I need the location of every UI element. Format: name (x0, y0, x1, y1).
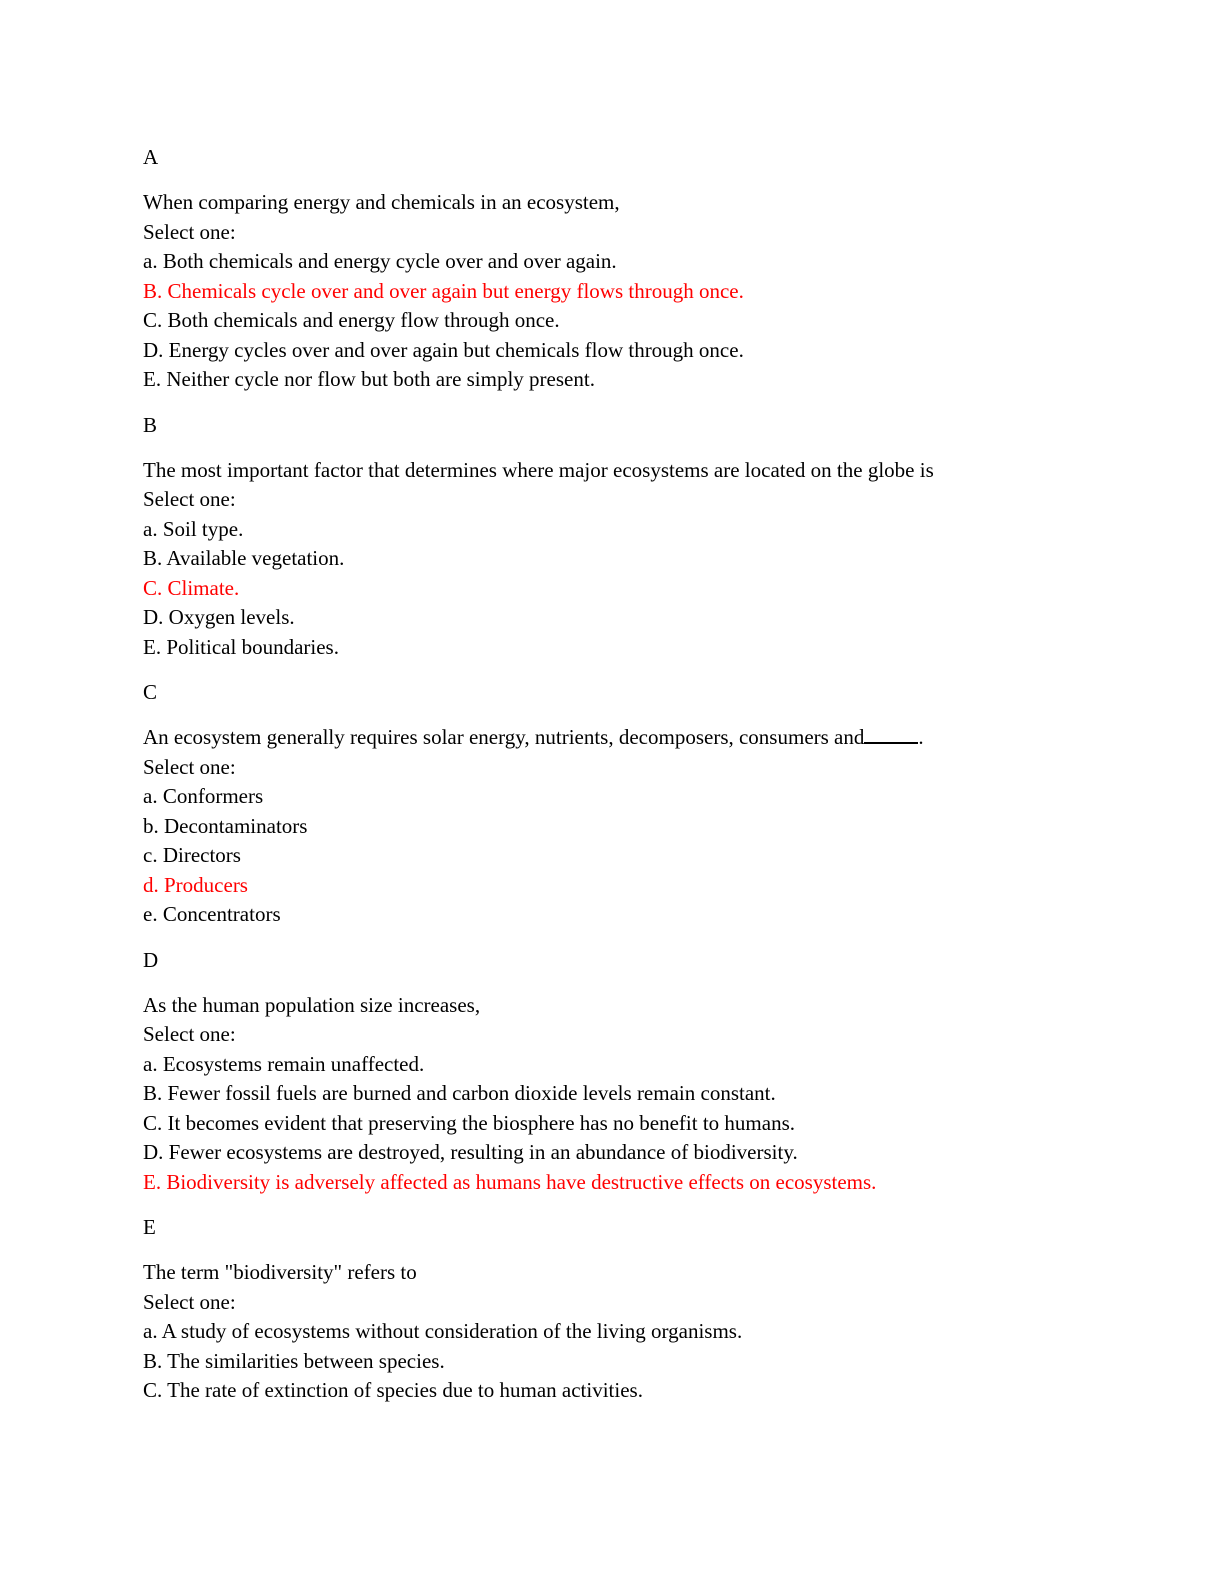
answer-option: a. Both chemicals and energy cycle over and over again. (143, 249, 617, 273)
correct-answer-option: d. Producers (143, 872, 248, 897)
section-letter: C (143, 680, 158, 704)
answer-option: D. Fewer ecosystems are destroyed, resulting in an abundance of biodiversity. (143, 1140, 798, 1164)
section-letter: B (143, 412, 158, 437)
question-text: An ecosystem generally requires solar energy, nutrients, decomposers, consumers and (143, 725, 865, 749)
select-prompt: Select one: (143, 487, 236, 511)
question-text: As the human population size increases, (143, 992, 481, 1017)
answer-option: a. Ecosystems remain unaffected. (143, 1051, 425, 1076)
answer-option: a. Soil type. (143, 516, 244, 541)
answer-option: a. A study of ecosystems without consideration of the living organisms. (143, 1319, 743, 1343)
answer-option: E. Political boundaries. (143, 634, 339, 659)
answer-option: B. The similarities between species. (143, 1348, 445, 1373)
section-letter: D (143, 947, 159, 972)
answer-option: e. Concentrators (143, 902, 281, 926)
answer-option: E. Neither cycle nor flow but both are simply present. (143, 367, 595, 391)
select-prompt: Select one: (143, 219, 236, 244)
quiz-document (143, 143, 1083, 1406)
answer-option: C. Both chemicals and energy flow through once. (143, 308, 560, 332)
select-prompt: Select one: (143, 1289, 236, 1314)
question-text: The term "biodiversity" refers to (143, 1260, 417, 1284)
answer-option: B. Available vegetation. (143, 546, 345, 570)
select-prompt: Select one: (143, 754, 236, 779)
question-end: . (918, 725, 924, 749)
question-section-a (143, 143, 1083, 395)
question-text: When comparing energy and chemicals in an ecosystem, (143, 190, 620, 214)
answer-option: a. Conformers (143, 784, 264, 808)
question-text: The most important factor that determines where major ecosystems are located on the globe is (143, 457, 934, 482)
answer-option: D. Oxygen levels. (143, 605, 295, 629)
answer-option: D. Energy cycles over and over again but chemicals flow through once. (143, 337, 744, 362)
question-line (143, 723, 1083, 753)
question-section-b (143, 411, 1083, 663)
fill-in-blank (864, 726, 918, 744)
answer-option: C. It becomes evident that preserving the biosphere has no benefit to humans. (143, 1110, 795, 1135)
correct-answer-option: C. Climate. (143, 575, 240, 600)
section-letter: E (143, 1215, 156, 1239)
correct-answer-option: E. Biodiversity is adversely affected as humans have destructive effects on ecosystems. (143, 1169, 877, 1194)
section-letter: A (143, 145, 159, 169)
question-section-d (143, 946, 1083, 1198)
answer-option: b. Decontaminators (143, 813, 308, 838)
question-section-c (143, 678, 1083, 930)
answer-option: C. The rate of extinction of species due to human activities. (143, 1378, 643, 1402)
select-prompt: Select one: (143, 1022, 236, 1046)
question-section-e (143, 1213, 1083, 1406)
answer-option: c. Directors (143, 843, 241, 867)
answer-option: B. Fewer fossil fuels are burned and carbon dioxide levels remain constant. (143, 1081, 776, 1105)
correct-answer-option: B. Chemicals cycle over and over again but energy flows through once. (143, 278, 744, 303)
